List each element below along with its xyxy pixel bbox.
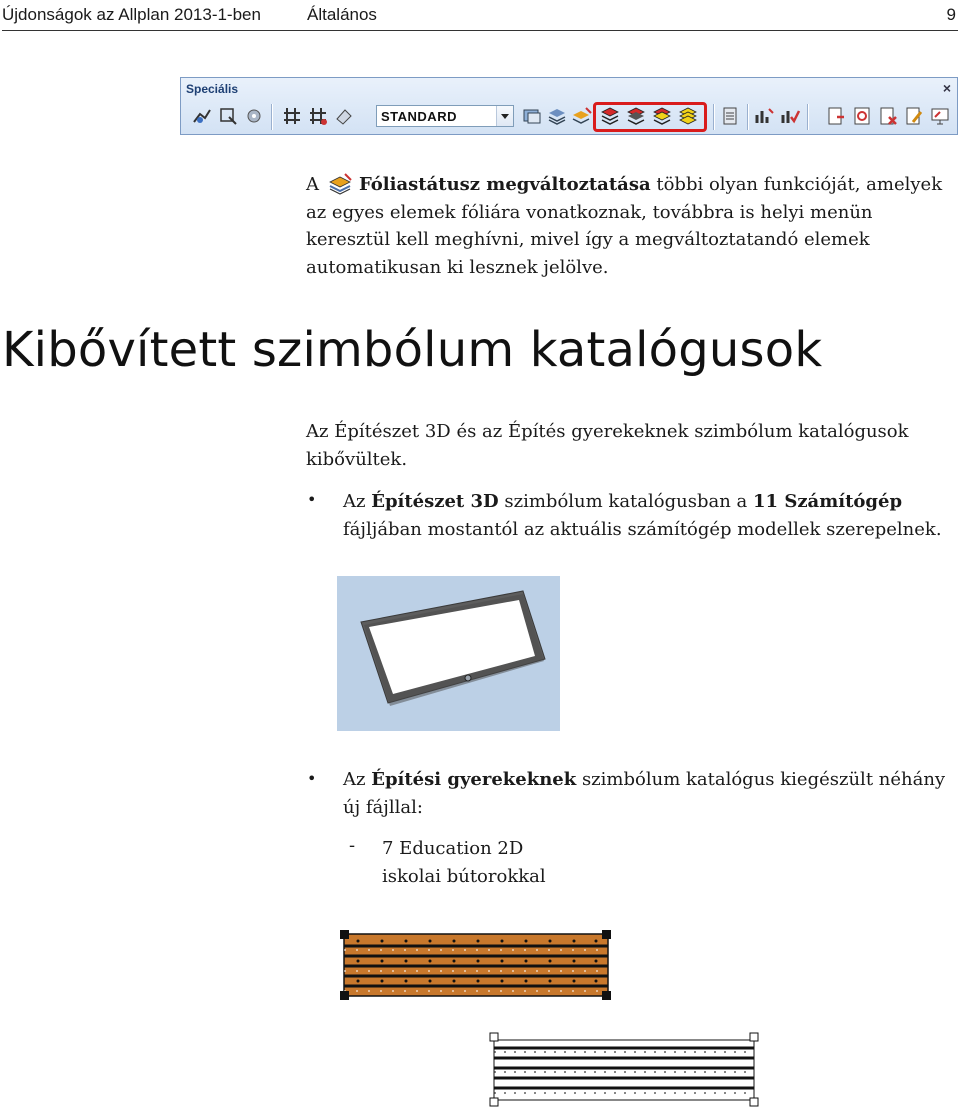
layer-pick-icon[interactable] (191, 105, 213, 127)
layer-settings-icon[interactable] (243, 105, 265, 127)
toolbar-separator (713, 104, 715, 130)
bullet-bold-term: 11 Számítógép (753, 491, 903, 512)
refresh-icon[interactable] (851, 105, 873, 127)
toolbar-separator (807, 104, 809, 130)
chart-icon[interactable] (753, 105, 775, 127)
bullet-text-pre: Az (343, 491, 372, 512)
layer-status-change-icon (327, 173, 353, 195)
eraser-icon[interactable] (333, 105, 355, 127)
layer-stack-icon[interactable] (546, 105, 568, 127)
section-heading: Kibővített szimbólum katalógusok (2, 322, 823, 378)
bullet-bold-term: Építészet 3D (371, 491, 499, 512)
calculator-icon[interactable] (719, 105, 741, 127)
document-title: Újdonságok az Allplan 2013-1-ben (2, 5, 261, 24)
special-toolbar (180, 77, 958, 135)
chart-check-icon[interactable] (779, 105, 801, 127)
layer-set-select[interactable] (376, 105, 514, 127)
intro-bold-term: Fóliastátusz megváltoztatása (359, 174, 651, 195)
bench-colored-drawing (338, 926, 613, 1004)
tablet-model-image (337, 576, 560, 731)
section-name: Általános (307, 5, 377, 24)
toolbar-title: Speciális (186, 82, 239, 96)
bullet-text-post: szimbólum katalógus kiegészült néhány új fájllal: (343, 769, 946, 818)
close-icon[interactable]: × (942, 80, 951, 96)
toolbar-row (185, 102, 953, 130)
intro-prefix: A (306, 174, 319, 195)
bullet-marker: • (307, 769, 317, 788)
bench-symbol-outline (488, 1030, 760, 1109)
grid-icon[interactable] (281, 105, 303, 127)
section-intro: Az Építészet 3D és az Építés gyerekeknek szimbólum katalógusok kibővültek. (306, 421, 909, 470)
chevron-down-icon[interactable] (496, 106, 513, 126)
layer-dark-icon[interactable] (625, 105, 647, 127)
bullet-text-pre: Az (343, 769, 372, 790)
document-export-icon[interactable] (825, 105, 847, 127)
edit-icon[interactable] (903, 105, 925, 127)
layer-view-icon[interactable] (521, 105, 543, 127)
layer-red-icon[interactable] (599, 105, 621, 127)
monitor-icon[interactable] (929, 105, 951, 127)
intro-rest: többi olyan funkcióját, amelyek az egyes elemek fóliára vonatkoznak, továbbra is helyi menün keresztül kell meghívni, mivel így a megváltoztatandó elemek automatikusan ki lesznek jelölve. (306, 174, 943, 278)
layer-set-value: STANDARD (381, 109, 457, 124)
sub-item-dash: - (349, 835, 356, 856)
page-header (2, 0, 958, 31)
bench-symbol-colored (338, 926, 613, 1004)
layer-yellow-icon[interactable] (651, 105, 673, 127)
bullet-item (343, 488, 956, 544)
delete-icon[interactable] (877, 105, 899, 127)
grid-filter-icon[interactable] (307, 105, 329, 127)
layer-status-icon[interactable] (571, 105, 593, 127)
bullet-text-mid: szimbólum katalógusban a (498, 491, 753, 512)
bench-outline-drawing (488, 1030, 760, 1109)
sub-item-line-1: 7 Education 2D (382, 838, 524, 859)
page-number: 9 (946, 5, 956, 24)
bullet-item (343, 766, 956, 822)
bullet-bold-term: Építési gyerekeknek (371, 769, 577, 790)
toolbar-separator (271, 104, 273, 130)
layer-select-icon[interactable] (217, 105, 239, 127)
bullet-text-post: fájljában mostantól az aktuális számítógép modellek szerepelnek. (343, 519, 942, 540)
toolbar-separator (747, 104, 749, 130)
intro-paragraph (306, 171, 956, 281)
tablet-illustration (337, 576, 560, 731)
bullet-marker: • (307, 490, 317, 509)
layer-yellow-stack-icon[interactable] (677, 105, 699, 127)
sub-item-line-2: iskolai bútorokkal (382, 866, 546, 887)
